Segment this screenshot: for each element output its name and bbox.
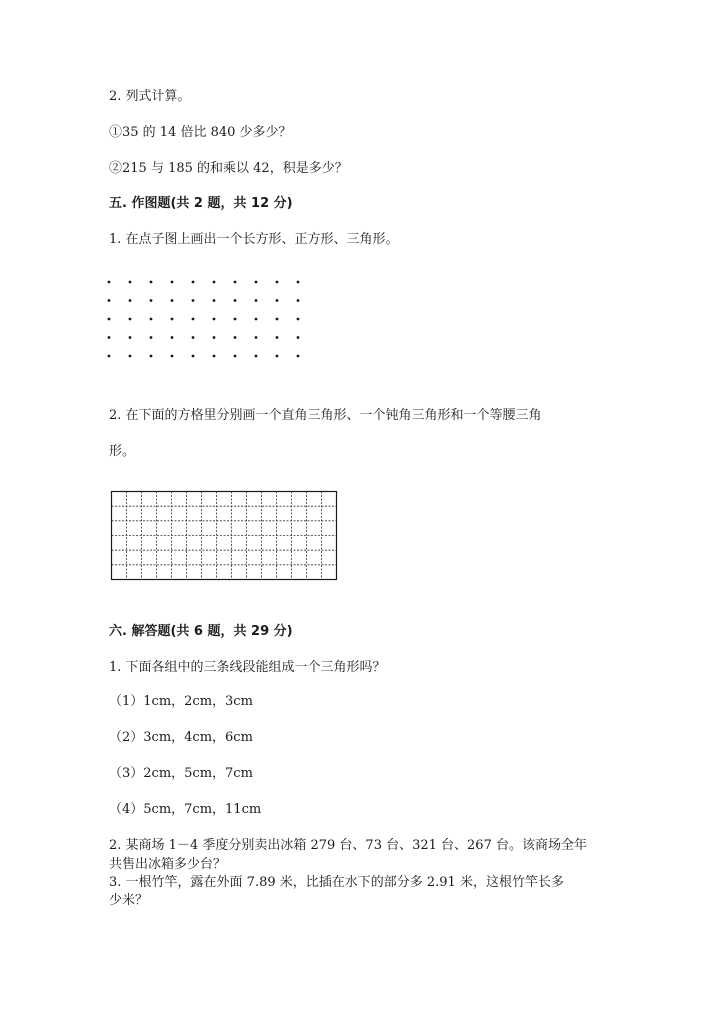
section-6-question-2-line-1: 2. 某商场 1－4 季度分别卖出冰箱 279 台、73 台、321 台、267 台。该商场全年 bbox=[109, 838, 587, 853]
section-5-heading: 五. 作图题(共 2 题，共 12 分) bbox=[109, 196, 293, 211]
grid-dot bbox=[171, 299, 174, 302]
option-1: （1）1cm，2cm，3cm bbox=[109, 694, 253, 709]
grid-dot bbox=[129, 336, 132, 339]
grid-dot bbox=[150, 299, 153, 302]
grid-dot bbox=[108, 336, 111, 339]
grid-dot bbox=[297, 336, 300, 339]
grid-dot bbox=[213, 336, 216, 339]
grid-dot bbox=[129, 318, 132, 321]
grid-dot bbox=[213, 299, 216, 302]
grid-dot bbox=[213, 318, 216, 321]
question-2-item-1: ①35 的 14 倍比 840 少多少？ bbox=[109, 125, 292, 140]
dot-grid bbox=[104, 275, 304, 375]
grid-dot bbox=[276, 281, 279, 284]
section-5-question-2-line-1: 2. 在下面的方格里分别画一个直角三角形、一个钝角三角形和一个等腰三角 bbox=[109, 408, 542, 423]
question-2-title: 2. 列式计算。 bbox=[109, 89, 191, 104]
grid-dot bbox=[234, 336, 237, 339]
grid-dot bbox=[234, 318, 237, 321]
grid-dot bbox=[276, 336, 279, 339]
grid-dot bbox=[192, 355, 195, 358]
section-6-question-3-line-1: 3. 一根竹竿，露在外面 7.89 米，比插在水下的部分多 2.91 米，这根竹竿长多 bbox=[109, 875, 564, 890]
grid-dot bbox=[129, 299, 132, 302]
section-5-question-2-line-2: 形。 bbox=[109, 444, 136, 459]
grid-dot bbox=[150, 318, 153, 321]
grid-dot bbox=[255, 336, 258, 339]
section-6-question-2-line-2: 共售出冰箱多少台？ bbox=[109, 857, 227, 872]
grid-dot bbox=[150, 336, 153, 339]
grid-dot bbox=[234, 281, 237, 284]
grid-dot bbox=[129, 355, 132, 358]
grid-dot bbox=[108, 281, 111, 284]
grid-dot bbox=[129, 281, 132, 284]
grid-dot bbox=[171, 355, 174, 358]
grid-dot bbox=[150, 281, 153, 284]
grid-dot bbox=[108, 355, 111, 358]
grid-dot bbox=[234, 355, 237, 358]
grid-dot bbox=[192, 318, 195, 321]
grid-dot bbox=[234, 299, 237, 302]
grid-dot bbox=[276, 299, 279, 302]
grid-dot bbox=[213, 281, 216, 284]
option-3: （3）2cm，5cm，7cm bbox=[109, 766, 253, 781]
grid-dot bbox=[171, 318, 174, 321]
square-grid bbox=[108, 489, 340, 583]
grid-dot bbox=[276, 318, 279, 321]
section-6-heading: 六. 解答题(共 6 题，共 29 分) bbox=[109, 624, 293, 639]
grid-dot bbox=[213, 355, 216, 358]
grid-dot bbox=[255, 355, 258, 358]
grid-dot bbox=[276, 355, 279, 358]
grid-dot bbox=[150, 355, 153, 358]
section-6-question-1: 1. 下面各组中的三条线段能组成一个三角形吗？ bbox=[109, 660, 386, 675]
section-5-question-1: 1. 在点子图上画出一个长方形、正方形、三角形。 bbox=[109, 232, 399, 247]
option-4: （4）5cm，7cm，11cm bbox=[109, 802, 262, 817]
grid-dot bbox=[255, 318, 258, 321]
question-2-item-2: ②215 与 185 的和乘以 42，积是多少？ bbox=[109, 161, 348, 176]
grid-dot bbox=[108, 299, 111, 302]
section-6-question-3-line-2: 少米？ bbox=[109, 893, 149, 908]
grid-dot bbox=[255, 299, 258, 302]
grid-dot bbox=[192, 336, 195, 339]
grid-dot bbox=[108, 318, 111, 321]
grid-dot bbox=[297, 318, 300, 321]
grid-dot bbox=[297, 355, 300, 358]
grid-dot bbox=[192, 281, 195, 284]
grid-dot bbox=[192, 299, 195, 302]
option-2: （2）3cm，4cm，6cm bbox=[109, 730, 253, 745]
grid-dot bbox=[297, 299, 300, 302]
grid-dot bbox=[255, 281, 258, 284]
grid-dot bbox=[297, 281, 300, 284]
grid-dot bbox=[171, 336, 174, 339]
grid-dot bbox=[171, 281, 174, 284]
